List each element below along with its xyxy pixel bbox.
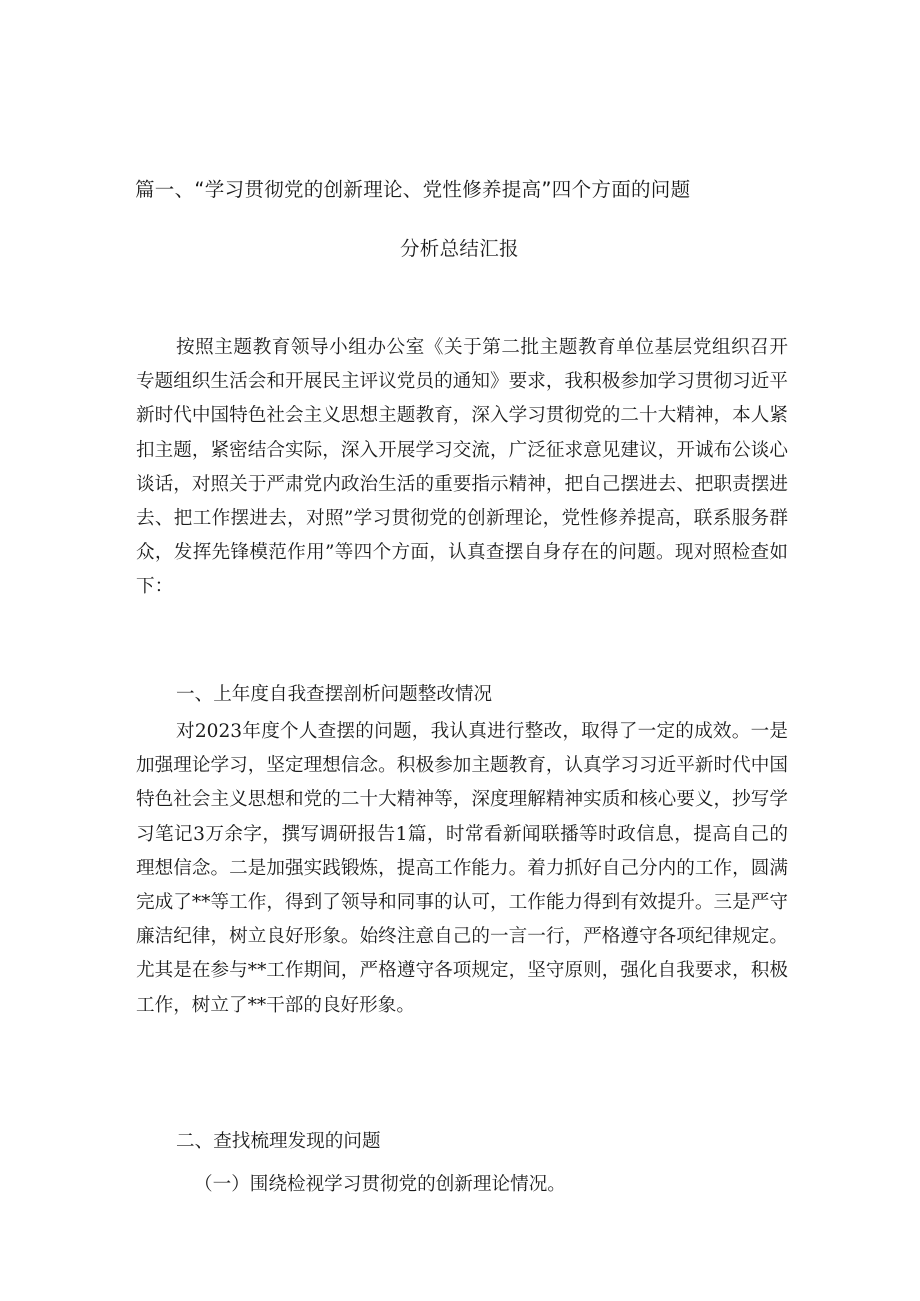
intro-paragraph: 按照主题教育领导小组办公室《关于第二批主题教育单位基层党组织召开专题组织生活会和开展民主评议党员的通知》要求，我积极参加学习贯彻习近平新时代中国特色社会主义思想主题教育，深入学习贯彻党的二十大精神，本人紧扣主题，紧密结合实际，深入开展学习交流，广泛征求意见建议，开诚布公谈心谈话，对照关于严肃党内政治生活的重要指示精神，把自己摆进去、把职责摆进去、把工作摆进去，对照”学习贯彻党的创新理论，党性修养提高，联系服务群众，发挥先锋模范作用”等四个方面，认真查摆自身存在的问题。现对照检查如下： xyxy=(136,337,788,598)
document-title-line1: 篇一、“学习贯彻党的创新理论、党性修养提高”四个方面的问题 xyxy=(135,178,691,201)
section2-subheading: （一）围绕检视学习贯彻党的创新理论情况。 xyxy=(194,1174,566,1195)
section1-heading: 一、上年度自我查摆剖析问题整改情况 xyxy=(176,684,493,705)
section1-paragraph: 对2023年度个人查摆的问题，我认真进行整改，取得了一定的成效。一是加强理论学习，坚定理想信念。积极参加主题教育，认真学习习近平新时代中国特色社会主义思想和党的二十大精神等，深度理解精神实质和核心要义，抄写学习笔记3万余字，撰写调研报告1篇，时常看新闻联播等时政信息，提高自己的理想信念。二是加强实践锻炼，提高工作能力。着力抓好自己分内的工作，圆满完成了**等工作，得到了领导和同事的认可，工作能力得到有效提升。三是严守廉洁纪律，树立良好形象。始终注意自己的一言一行，严格遵守各项纪律规定。尤其是在参与**工作期间，严格遵守各项规定，坚守原则，强化自我要求，积极工作，树立了**干部的良好形象。 xyxy=(136,721,788,1016)
section2-heading: 二、查找梳理发现的问题 xyxy=(176,1131,381,1152)
document-title-line2: 分析总结汇报 xyxy=(400,237,519,260)
